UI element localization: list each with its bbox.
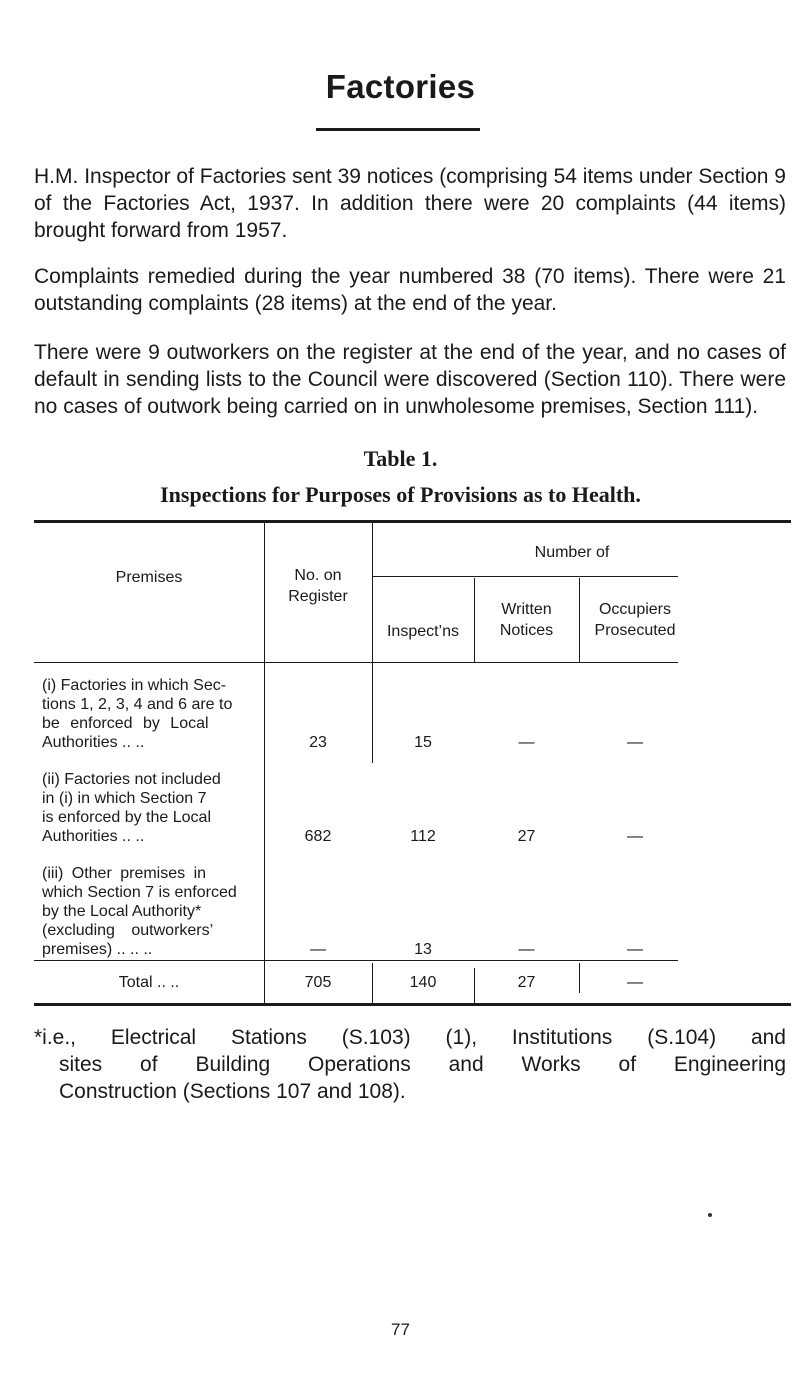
row2-premises-line2: in (i) in which Section 7 xyxy=(42,790,207,807)
row2-premises-line3: is enforced by the Local xyxy=(42,809,211,826)
page-number: 77 xyxy=(391,1320,410,1339)
row2-prosecuted: — xyxy=(627,828,643,845)
header-premises: Premises xyxy=(115,569,183,586)
table-bottom-border xyxy=(34,1003,791,1006)
row3-inspections: 13 xyxy=(414,941,432,958)
total-written: 27 xyxy=(517,974,536,991)
footnote-line2: sites of Building Operations and Works of Engineering xyxy=(59,1053,786,1076)
row1-premises-line2: tions 1, 2, 3, 4 and 6 are to xyxy=(42,696,233,713)
row1-prosecuted: — xyxy=(627,734,643,751)
row2-premises-line4: Authorities .. .. xyxy=(42,828,145,845)
paragraph-notices: H.M. Inspector of Factories sent 39 notices (comprising 54 items under Section 9 of the Factories Act, 1937. In addition there were 20 complaints (44 items) brought forward from 1957. xyxy=(34,165,786,242)
row3-prosecuted: — xyxy=(627,941,643,958)
footnote-line1: *i.e., Electrical Stations (S.103) (1), Institutions (S.104) and xyxy=(34,1026,786,1049)
row3-written: — xyxy=(518,941,535,958)
paragraph-complaints: Complaints remedied during the year numbered 38 (70 items). There were 21 outstanding complaints (28 items) at the end of the year. xyxy=(34,265,786,315)
title-rule xyxy=(316,128,480,131)
header-bottom-border xyxy=(34,662,678,663)
row3-premises-line5: premises) .. .. .. xyxy=(42,941,153,958)
header-register-line2: Register xyxy=(288,588,348,605)
table-subtitle: Inspections for Purposes of Provisions as to Health. xyxy=(160,482,641,507)
row2-inspections: 112 xyxy=(410,828,436,845)
header-register-line1: No. on xyxy=(294,567,342,584)
row1-premises-line1: (i) Factories in which Sec- xyxy=(42,677,227,694)
paragraph-outworkers: There were 9 outworkers on the register at the end of the year, and no cases of default in sending lists to the Council were discovered (Section 110). There were no cases of outwork being carried on in unwholesome premises, Section 111). xyxy=(34,341,786,418)
total-register: 705 xyxy=(304,974,332,991)
row2-premises-line1: (ii) Factories not included xyxy=(42,771,221,788)
header-number-of: Number of xyxy=(534,544,610,561)
footnote xyxy=(34,1024,786,1105)
header-occupiers-line1: Occupiers xyxy=(598,601,672,618)
speck-mark xyxy=(708,1213,712,1217)
row3-premises-line2: which Section 7 is enforced xyxy=(42,884,237,901)
row1-premises-line3: be enforced by Local xyxy=(42,715,209,732)
header-written-line1: Written xyxy=(501,601,552,618)
footnote-line3: Construction (Sections 107 and 108). xyxy=(59,1080,406,1103)
total-label: Total .. .. xyxy=(118,974,180,991)
row3-premises-line1: (iii) Other premises in xyxy=(42,865,207,882)
header-inspections: Inspect’ns xyxy=(386,623,460,640)
row3-register: — xyxy=(310,941,326,958)
number-of-underline xyxy=(372,576,678,577)
table-top-border xyxy=(34,520,791,523)
row3-premises-line4: (excluding outworkers’ xyxy=(42,922,214,939)
header-occupiers-line2: Prosecuted xyxy=(594,622,676,639)
header-written-line2: Notices xyxy=(499,622,554,639)
row2-register: 682 xyxy=(304,828,332,845)
row1-inspections: 15 xyxy=(414,734,432,751)
total-top-border xyxy=(34,960,678,961)
page-title: Factories xyxy=(325,68,476,105)
row2-written: 27 xyxy=(517,828,536,845)
row1-written: — xyxy=(518,734,535,751)
table-title: Table 1. xyxy=(363,446,438,471)
occupiers-col-divider xyxy=(579,578,580,662)
total-inspections: 140 xyxy=(409,974,437,991)
row1-premises-line4: Authorities .. .. xyxy=(42,734,145,751)
total-prosecuted: — xyxy=(627,974,643,991)
row3-premises-line3: by the Local Authority* xyxy=(42,903,202,920)
row1-register: 23 xyxy=(309,734,327,751)
written-col-divider xyxy=(474,578,475,662)
